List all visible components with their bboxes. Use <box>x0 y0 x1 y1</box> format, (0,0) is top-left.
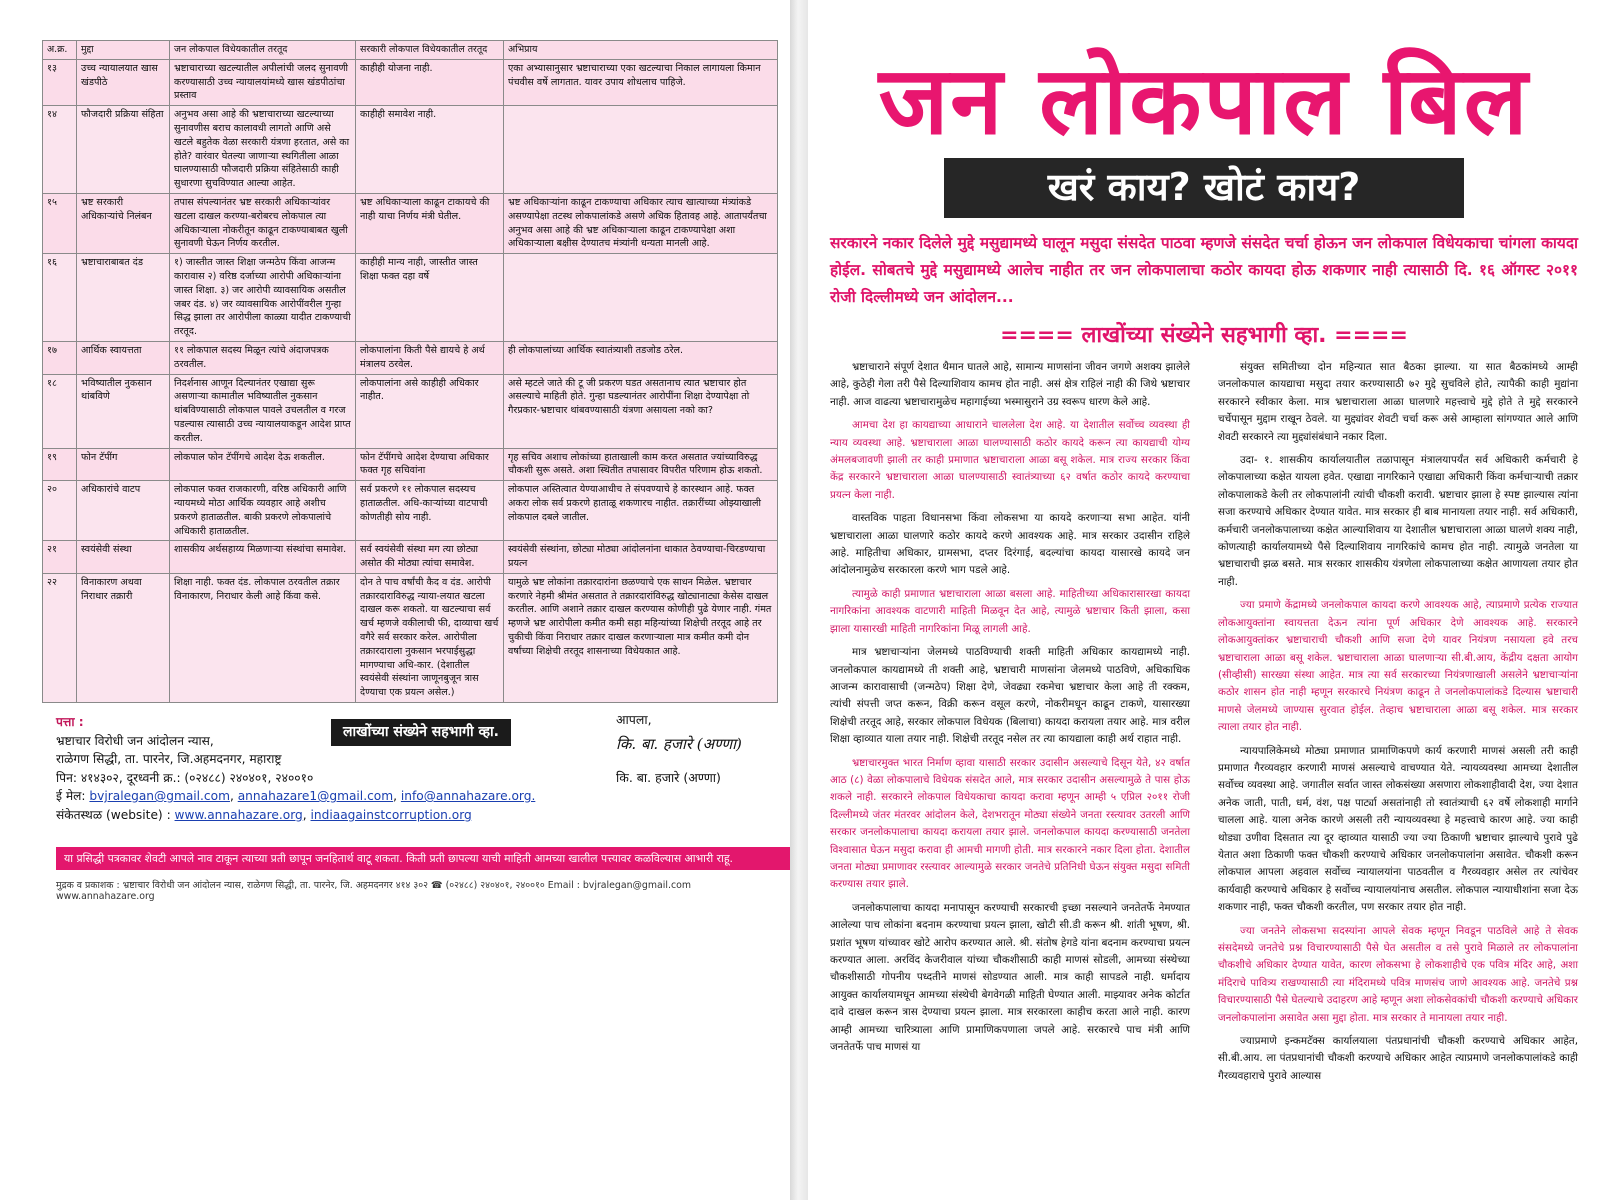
cell-issue: अधिकारांचे वाटप <box>77 481 170 541</box>
cell-issue: आर्थिक स्वायत्तता <box>77 341 170 374</box>
table-row <box>43 573 778 702</box>
cell-num: १६ <box>43 254 77 342</box>
cell-remark: लोकपाल अस्तित्वात येण्याआधीच ते संपवण्याचे हे कारस्थान आहे. फक्त अकरा लोक सर्व प्रकरणे हाताळू शकणारच नाहीत. तक्रारींच्या ओझ्याखाली लोकपाल दबले जातील. <box>504 481 778 541</box>
signature: कि. बा. हजारे (अण्णा) <box>616 735 742 754</box>
email-link[interactable]: info@annahazare.org. <box>400 789 536 804</box>
table-row <box>43 106 778 194</box>
right-page <box>808 0 1600 1200</box>
email-line: ई मेल: bvjralegan@gmail.com, annahazare1@gmail.com, info@annahazare.org. <box>56 789 536 804</box>
cell-num: १३ <box>43 59 77 105</box>
cell-issue: फोन टॅपींग <box>77 448 170 481</box>
cell-jan: भ्रष्टाचाराच्या खटल्यातील अपीलांची जलद सुनावणी करण्यासाठी उच्च न्यायालयांमध्ये खास खंडपीठांचा प्रस्ताव <box>170 59 356 105</box>
cell-num: १५ <box>43 193 77 253</box>
signature-block <box>616 711 806 787</box>
header-num: अ.क्र. <box>43 41 77 60</box>
cell-govt: काहीही समावेश नाही. <box>356 106 504 194</box>
article-paragraph: त्यामुळे काही प्रमाणात भ्रष्टाचाराला आळा बसला आहे. माहितीच्या अधिकारासारखा कायदा नागरिकांना आवश्यक वाटणारी माहिती मिळवून देत आहे, त्यामुळे भ्रष्टाचार किती झाला, कसा झाला यासारखी माहिती नागरिकांना मिळू लागली आहे. <box>830 587 1190 635</box>
website-label: संकेतस्थळ (website) : <box>56 807 171 822</box>
cell-issue: उच्च न्यायालयात खास खंडपीठे <box>77 59 170 105</box>
reprint-notice: या प्रसिद्धी पत्रकावर शेवटी आपले नाव टाकून त्याच्या प्रती छापून जनहितार्थ वाटू शकता. किती प्रती छापल्या याची माहिती आमच्या खालील पत्त्यावर कळविल्यास आभारी राहू. <box>56 847 791 870</box>
email-link[interactable]: bvjralegan@gmail.com <box>89 789 230 804</box>
left-page <box>0 0 790 1200</box>
cell-jan: लोकपाल फोन टॅपींगचे आदेश देऊ शकतील. <box>170 448 356 481</box>
phone-line: पिन: ४१४३०२, दूरध्वनी क्र.: (०२४८८) २४०४०१, २४००१० <box>56 770 314 785</box>
cell-jan: १) जास्तीत जास्त शिक्षा जन्मठेप किंवा आजन्म कारावास २) वरिष्ठ दर्जाच्या आरोपी अधिकाऱ्यांना जास्त शिक्षा. ३) जर आरोपी व्यावसायिक असतील जबर दंड. ४) जर व्यावसायिक आरोपींवरील गुन्हा सिद्ध झाला तर आरोपीला काळ्या यादीत टाकण्याची तरतूद. <box>170 254 356 342</box>
article-columns <box>830 359 1578 1091</box>
table-row <box>43 254 778 342</box>
cell-govt: लोकपालांना किती पैसे द्यायचे हे अर्थ मंत्रालय ठरवेल. <box>356 341 504 374</box>
article-paragraph: उदा- १. शासकीय कार्यालयातील तळापासून मंत्रालयापर्यंत सर्व अधिकारी कर्मचारी हे लोकपालाच्या कक्षेत यायला हवेत. एखाद्या नागरिकाने एखाद्या अधिकारी किंवा कर्मचाऱ्याची तक्रार लोकपालाकडे केली तर लोकपालांनी त्यांची चौकशी करावी. भ्रष्टाचार झाला हे स्पष्ट झाल्यास त्यांना सजा करण्याचे अधिकार देण्यात यावेत. मात्र सरकार ही बाब मानायला तयार नाही. सर्व अधिकारी, कर्मचारी जनलोकपालाच्या कक्षेत आल्याशिवाय या देशातील भ्रष्टाचाराला आळा घालणे शक्य नाही, कोणत्याही कार्यालयामध्ये पैसे दिल्याशिवाय नागरिकांचे कामच होत नाही. त्यामुळे जनतेला या भ्रष्टाचाराची झळ बसते. मात्र सरकार शासकीय यंत्रणेला लोकपालाच्या कक्षेत आणायला तयार होत नाही. <box>1218 454 1578 588</box>
cell-remark <box>504 106 778 194</box>
cell-num: २१ <box>43 541 77 574</box>
article-paragraph: भ्रष्टाचाराने संपूर्ण देशात थैमान घातले आहे, सामान्य माणसांना जीवन जगणे अशक्य झालेले आहे, कुठेही गेला तरी पैसे दिल्याशिवाय कामच होत नाही. असं क्षेत्र राहिलं नाही की जिथे भ्रष्टाचार नाही. आज वाढत्या भ्रष्टाचारामुळेच महागाईच्या भस्मासुराने उग्र स्वरूप धारण केले आहे. <box>830 361 1190 408</box>
cell-govt: फोन टॅपींगचे आदेश देण्याचा अधिकार फक्त गृह सचिवांना <box>356 448 504 481</box>
cell-num: १९ <box>43 448 77 481</box>
cell-jan: अनुभव असा आहे की भ्रष्टाचाराच्या खटल्याच्या सुनावणीस बराच कालावधी लागतो आणि असे खटले बहुतेक वेळा सरकारी यंत्रणा हरतात, असे का होते? वारंवार घेतल्या जाणाऱ्या स्थगितीला आळा घालण्यासाठी फौजदारी प्रक्रिया संहितेसाठी काही सुधारणा सुचविण्यात आल्या आहेत. <box>170 106 356 194</box>
cell-jan: शासकीय अर्थसहाय्य मिळणाऱ्या संस्थांचा समावेश. <box>170 541 356 574</box>
cell-jan: निदर्शनास आणून दिल्यानंतर एखाद्या सुरू असणाऱ्या कामातील भविष्यातील नुकसान थांबविण्यासाठी लोकपाल पावले उचलतील व गरज पडल्यास त्यासाठी उच्च न्यायालयाकडून आदेश प्राप्त करतील. <box>170 374 356 448</box>
comparison-table <box>42 40 778 703</box>
header-jan: जन लोकपाल विधेयकातील तरतूद <box>170 41 356 60</box>
cell-remark: यामुळे भ्रष्ट लोकांना तक्रारदारांना छळण्याचे एक साधन मिळेल. भ्रष्टाचार करणारे नेहमी श्रीमंत असतात ते तक्रारदारांविरुद्ध खोट्यानाट्या केसेस दाखल करतील. आणि अशाने तक्रार दाखल करण्यास कोणीही पुढे येणार नाही. गंमत म्हणजे भ्रष्ट आरोपीला कमीत कमी सहा महिन्यांच्या शिक्षेची तरतूद आहे तर चुकीची किंवा निराधार तक्रार दाखल करणाऱ्याला मात्र कमीत कमी दोन वर्षांच्या शिक्षेची तरतूद शासनाच्या विधेयकात आहे. <box>504 573 778 702</box>
cell-govt: लोकपालांना असे काहीही अधिकार नाहीत. <box>356 374 504 448</box>
article-paragraph: न्यायपालिकेमध्ये मोठ्या प्रमाणात प्रामाणिकपणे कार्य करणारी माणसं असली तरी काही प्रमाणात गैरव्यवहार करणारी माणसं असल्याचे वाचण्यात येते. न्यायव्यवस्था आमच्या देशातील सर्वोच्च व्यवस्था आहे. जगातील सर्वात जास्त लोकसंख्या असणारा लोकशाहीवादी देश, ज्या देशात अनेक जाती, पाती, धर्म, वंश, पक्ष पार्ट्या असतांनाही तो स्वातंत्र्याची ६२ वर्षे लोकशाही मार्गाने चालला आहे. याला अनेक कारणे असली तरी न्यायव्यवस्था हे महत्त्वाचे कारण आहे. ज्या काही थोड्या उणीवा दिसतात त्या दूर व्हाव्यात यासाठी ज्या ज्या ठिकाणी भ्रष्टाचार झाल्याचे पुरावे पुढे येतात अशा ठिकाणी फक्त चौकशी करण्याचे अधिकार जनलोकपालांना असावेत. चौकशी करून लोकपाल आपला अहवाल सर्वोच्च न्यायालयांना पाठवतील व गैरव्यवहार असेल तर त्यांचेवर कार्यवाही करण्याचे अधिकार हे सर्वोच्च न्यायालयांनाच असतील. लोकपाल न्यायाधीशांना सजा देऊ शकणार नाही, फक्त चौकशी करतील, पण सरकार तयार होत नाही. <box>1218 744 1578 914</box>
sign-name: कि. बा. हजारे (अण्णा) <box>616 770 721 786</box>
table-row <box>43 193 778 253</box>
cell-remark: एका अभ्यासानुसार भ्रष्टाचाराच्या एका खटल्याचा निकाल लागायला किमान पंचवीस वर्षे लागतात. यावर उपाय शोधलाच पाहिजे. <box>504 59 778 105</box>
cell-remark: स्वयंसेवी संस्थांना, छोट्या मोठ्या आंदोलनांना धाकात ठेवण्याचा-चिरडण्याचा प्रयत्न <box>504 541 778 574</box>
slogan-heading: ==== लाखोंच्या संख्येने सहभागी व्हा. ==== <box>1000 323 1408 348</box>
table-row <box>43 341 778 374</box>
cell-num: १८ <box>43 374 77 448</box>
cell-govt: दोन ते पाच वर्षांची कैद व दंड. आरोपी तक्रारदाराविरुद्ध न्याया-लयात खटला दाखल करू शकतो. या खटल्याचा सर्व खर्च म्हणजे वकीलाची फी, दाव्याचा खर्च वगैरे सर्व सरकार करेल. आरोपीला तक्रारदाराला नुकसान भरपाईसुद्धा मागण्याचा अधि-कार. (देशातील स्वयंसेवी संस्थांना जाणूनबुजून त्रास देण्याचा एक प्रयत्न असेल.) <box>356 573 504 702</box>
website-line: संकेतस्थळ (website) : www.annahazare.org, indiaagainstcorruption.org <box>56 807 472 822</box>
table-row <box>43 448 778 481</box>
article-paragraph: आमचा देश हा कायद्याच्या आधाराने चाललेला देश आहे. या देशातील सर्वोच्च व्यवस्था ही न्याय व्यवस्था आहे. भ्रष्टाचाराला आळा घालण्यासाठी कठोर कायदे करून त्या कायद्याची योग्य अंमलबजावणी झाली तर काही प्रमाणात भ्रष्टाचाराला आळा बसू शकेल. मात्र राज्य सरकार किंवा केंद्र सरकारने भ्रष्टाचाराला आळा घालण्यासाठी स्वातंत्र्याच्या ६२ वर्षात कठोर कायदे करण्याचा प्रयत्न केला नाही. <box>830 419 1190 501</box>
article-paragraph: वास्तविक पाहता विधानसभा किंवा लोकसभा या कायदे करणाऱ्या सभा आहेत. यांनी भ्रष्टाचाराला आळा घालणारे कठोर कायदे करणे आवश्यक आहे. मात्र सरकार उदासीन राहिले आहे. माहितीचा अधिकार, ग्रामसभा, दप्तर दिरंगाई, बदल्यांचा कायदा यासारखे कायदे जन आंदोलनामुळेच सरकारला करणे भाग पडले आहे. <box>830 512 1190 577</box>
table-row <box>43 59 778 105</box>
cell-remark <box>504 254 778 342</box>
cell-issue: भ्रष्टाचाराबाबत दंड <box>77 254 170 342</box>
table-body <box>43 59 778 702</box>
cell-govt: सर्व स्वयंसेवी संस्था मग त्या छोट्या असोत की मोठ्या त्यांचा समावेश. <box>356 541 504 574</box>
subtitle-banner: खरं काय? खोटं काय? <box>944 158 1464 218</box>
cell-issue: भविष्यातील नुकसान थांबविणे <box>77 374 170 448</box>
contact-block <box>56 713 764 841</box>
header-govt: सरकारी लोकपाल विधेयकातील तरतूद <box>356 41 504 60</box>
cell-remark: भ्रष्ट अधिकाऱ्यांना काढून टाकण्याचा अधिकार त्याच खात्याच्या मंत्र्यांकडे असण्यापेक्षा तटस्थ लोकपालांकडे असणे अधिक हितावह आहे. आतापर्यंतचा अनुभव असा आहे की भ्रष्ट अधिकाऱ्याला काढून टाकण्यापेक्षा अशा अधिकाऱ्याला बक्षीस देण्यातच मंत्र्यांनी धन्यता मानली आहे. <box>504 193 778 253</box>
article-paragraph: भ्रष्टाचारमुक्त भारत निर्माण व्हावा यासाठी सरकार उदासीन असल्याचे दिसून येते, ४२ वर्षात आठ (८) वेळा लोकपालाचे विधेयक संसदेत आले, मात्र सरकार उदासीन असल्यामुळे ते पास होऊ शकले नाही. सरकारने लोकपाल विधेयकाचा कायदा करावा म्हणून आम्ही ५ एप्रिल २०११ रोजी दिल्लीमध्ये जंतर मंतरवर आंदोलन केले, देशभरातून मोठ्या संख्येने जनता रस्त्यावर उतरली आणि सरकार जनलोकपालाचा कायदा करायला तयार झाले. जनलोकपाल कायदा करण्यासाठी जनतेला विश्वासात घेऊन मसुदा करावा ही आमची मागणी होती. मात्र सरकारने नकार दिला होता. देशातील जनता मोठ्या प्रमाणावर रस्त्यावर आल्यामुळे सरकार जनतेचे प्रतिनिधी घेऊन संयुक्त मसुदा समिती करण्यास तयार झाले. <box>830 756 1190 891</box>
cell-jan: लोकपाल फक्त राजकारणी, वरिष्ठ अधिकारी आणि न्यायमध्ये मोठा आर्थिक व्यवहार आहे अशीच प्रकरणे हाताळतील. बाकी प्रकरणे लोकपालांचे अधिकारी हाताळतील. <box>170 481 356 541</box>
email-label: ई मेल: <box>56 789 86 804</box>
cell-govt: भ्रष्ट अधिकाऱ्याला काढून टाकायचे की नाही याचा निर्णय मंत्री घेतील. <box>356 193 504 253</box>
cell-issue: विनाकारण अथवा निराधार तक्रारी <box>77 573 170 702</box>
cell-govt: काहीही मान्य नाही, जास्तीत जास्त शिक्षा फक्त दहा वर्षे <box>356 254 504 342</box>
publisher-footer: मुद्रक व प्रकाशक : भ्रष्टाचार विरोधी जन आंदोलन न्यास, राळेगण सिद्धी, ता. पारनेर, जि. अहमदनगर ४१४ ३०२ ☎ (०२४८८) २४०४०१, २४००१० Email : bvjralegan@gmail.com www.annahazare.org <box>56 880 691 903</box>
website-link[interactable]: indiaagainstcorruption.org <box>310 807 472 822</box>
cell-issue: भ्रष्ट सरकारी अधिकाऱ्यांचे निलंबन <box>77 193 170 253</box>
article-paragraph: ज्या जनतेने लोकसभा सदस्यांना आपले सेवक म्हणून निवडून पाठविले आहे ते सेवक संसदेमध्ये जनतेचे प्रश्न विचारण्यासाठी पैसे घेत असतील व तसे पुरावे मिळाले तर लोकपालांना चौकशीचे अधिकार देण्यात यावेत, कारण लोकसभा हे लोकशाहीचे एक पवित्र मंदिर आहे, अशा मंदिराचे पावित्र्य राखण्यासाठी त्या मंदिरामध्ये पवित्र माणसंच जाणे आवश्यक आहे. जनतेचे प्रश्न विचारण्यासाठी पैसे घेतल्याचे उदाहरण आहे म्हणून अशा लोकसेवकांची चौकशी करण्याचे अधिकार जनलोकपालांना असावेत असा मुद्दा होता. मात्र सरकार ते मानायला तयार नाही. <box>1218 924 1578 1024</box>
cell-num: २२ <box>43 573 77 702</box>
cell-govt: काहीही योजना नाही. <box>356 59 504 105</box>
article-paragraph: मात्र भ्रष्टाचाऱ्यांना जेलमध्ये पाठविण्याची शक्ती माहिती अधिकार कायद्यामध्ये नाही. जनलोकपाल कायद्यामध्ये ती शक्ती आहे, भ्रष्टाचारी माणसांना जेलमध्ये पाठविणे, अधिकाधिक आजन्म कारावासाची (जन्मठेप) शिक्षा देणे, जेवढ्या रकमेचा भ्रष्टाचार केला आहे ती रक्कम, त्यांची संपत्ती जप्त करून, विक्री करून वसूल करणे, नोकरीमधून काढून टाकणे, यासारख्या शिक्षेची तरतूद आहे, सरकार लोकपाल विधेयक (बिलाचा) कायदा करायला तयार आहे. मात्र वरील शिक्षा व्हाव्यात याला तयार नाही. शिक्षेची तरतूद नसेल तर त्या कायद्याला काही अर्थ राहात नाही. <box>830 646 1190 746</box>
table-row <box>43 481 778 541</box>
article-column-right <box>1218 359 1578 1091</box>
article-paragraph: जनलोकपालाचा कायदा मनापासून करण्याची सरकारची इच्छा नसल्याने जनतेतर्फे नेमण्यात आलेल्या पाच लोकांना बदनाम करण्याचा प्रयत्न झाला, खोटी सी.डी करून श्री. शांती भूषण, श्री. प्रशांत भूषण यांच्यावर खोटे आरोप करण्यात आले. श्री. संतोष हेगडे यांना बदनाम करण्याचा प्रयत्न करण्यात आला. अरविंद केजरीवाल यांच्या चौकशीसाठी काही माणसं सोडली, आमच्या संस्थेच्या चौकशीसाठी गोपनीय पध्दतीने माणसं सोडण्यात आली. मात्र काही सापडले नाही. धर्मादाय आयुक्त कार्यालयामधून आमच्या संस्थेची बेगवेगळी माहिती घेण्यात आली. माझ्यावर अनेक कोर्टात दावे दाखल करून त्रास देण्याचा प्रयत्न झाला. मात्र सरकारला काहीच करता आले नाही. कारण आम्ही आमच्या चारित्र्याला आणि प्रामाणिकपणाला जपले आहे. सरकारचे पाच मंत्री आणि जनतेतर्फे पाच माणसं या <box>830 901 1190 1054</box>
cell-govt: सर्व प्रकरणे ११ लोकपाल सदस्यच हाताळतील. अधि-काऱ्यांच्या वाटपाची कोणतीही सोय नाही. <box>356 481 504 541</box>
address-line: राळेगण सिद्धी, ता. पारनेर, जि.अहमदनगर, महाराष्ट्र <box>56 752 282 767</box>
cell-jan: शिक्षा नाही. फक्त दंड. लोकपाल ठरवतील तक्रार विनाकारण, निराधार केली आहे किंवा कसे. <box>170 573 356 702</box>
cell-remark: गृह सचिव अशाच लोकांच्या हाताखाली काम करत असतात ज्यांच्याविरुद्ध चौकशी सुरू असते. अशा स्थितीत तपासावर विपरीत परिणाम होऊ शकतो. <box>504 448 778 481</box>
table-row <box>43 374 778 448</box>
slogan-badge: लाखोंच्या संख्येने सहभागी व्हा. <box>331 719 511 746</box>
cell-num: २० <box>43 481 77 541</box>
address-line: भ्रष्टाचार विरोधी जन आंदोलन न्यास, <box>56 733 214 748</box>
email-link[interactable]: annahazare1@gmail.com <box>237 789 394 804</box>
cell-jan: तपास संपल्यानंतर भ्रष्ट सरकारी अधिकाऱ्यांवर खटला दाखल करण्या-बरोबरच लोकपाल त्या अधिकाऱ्याला नोकरीतून काढून टाकण्याबाबत खुली सुनावणी घेऊन निर्णय करतील. <box>170 193 356 253</box>
header-remark: अभिप्राय <box>504 41 778 60</box>
cell-jan: ११ लोकपाल सदस्य मिळून त्यांचे अंदाजपत्रक ठरवतील. <box>170 341 356 374</box>
cell-remark: असे म्हटले जाते की टू जी प्रकरण घडत असतानाच त्यात भ्रष्टाचार होत असल्याचे माहिती होते. गुन्हा घडल्यानंतर आरोपींना शिक्षा देण्यापेक्षा तो गैरप्रकार-भ्रष्टाचार थांबवण्यासाठी यंत्रणा असायला नको का? <box>504 374 778 448</box>
cell-issue: स्वयंसेवी संस्था <box>77 541 170 574</box>
table-header-row <box>43 41 778 60</box>
intro-paragraph: सरकारने नकार दिलेले मुद्दे मसुद्यामध्ये घालून मसुदा संसदेत पाठवा म्हणजे संसदेत चर्चा होऊन जन लोकपाल विधेयकाचा चांगला कायदा होईल. सोबतचे मुद्दे मसुद्यामध्ये आलेच नाहीत तर जन लोकपालाचा कठोर कायदा होऊ शकणार नाही त्यासाठी दि. १६ ऑगस्ट २०११ रोजी दिल्लीमध्ये जन आंदोलन... <box>830 234 1578 306</box>
article-paragraph: ज्याप्रमाणे इन्कमटॅक्स कार्यालयाला पंतप्रधानांची चौकशी करण्याचे अधिकार आहेत, सी.बी.आय. ला पंतप्रधानांची चौकशी करण्याचे अधिकार आहेत त्याप्रमाणे जनलोकपालांकडे काही गैरव्यवहाराचे पुरावे आल्यास <box>1218 1035 1578 1082</box>
sign-closing: आपला, <box>616 712 652 728</box>
page-gutter <box>790 0 808 1200</box>
article-paragraph: ज्या प्रमाणे केंद्रामध्ये जनलोकपाल कायदा करणे आवश्यक आहे, त्याप्रमाणे प्रत्येक राज्यात लोकआयुक्तांना स्वायत्तता देऊन त्यांना पूर्ण अधिकार देणे आवश्यक आहे. सरकारने लोकआयुक्तांकर भ्रष्टाचाराची चौकशी आणि सजा देणे यावर नियंत्रण नसायला हवे तरच भ्रष्टाचाराला आळा बसू शकेल. भ्रष्टाचाराला आळा घालणाऱ्या सी.बी.आय, केंद्रीय दक्षता आयोग (सीव्हीसी) सारख्या संस्था आहेत. मात्र त्या सर्व सरकारच्या नियंत्रणाखाली असलेने भ्रष्टाचाऱ्यांना कठोर शासन होत नाही म्हणून सरकारचे नियंत्रण काढून ते जनलोकपालांकडे दिल्यास भ्रष्टाचारी माणसे जेलमध्ये जाण्यास सुरवात होईल. तेव्हाच भ्रष्टाचाराला आळा बसू शकेल. मात्र सरकार त्याला तयार होत नाही. <box>1218 599 1578 734</box>
cell-num: १४ <box>43 106 77 194</box>
address-label: पत्ता : <box>56 715 84 730</box>
cell-issue: फौजदारी प्रक्रिया संहिता <box>77 106 170 194</box>
article-column-left <box>830 359 1190 1091</box>
cell-remark: ही लोकपालांच्या आर्थिक स्वातंत्र्याशी तडजोड ठरेल. <box>504 341 778 374</box>
table-row <box>43 541 778 574</box>
cell-num: १७ <box>43 341 77 374</box>
website-link[interactable]: www.annahazare.org <box>174 807 303 822</box>
main-title: जन लोकपाल बिल <box>878 47 1530 156</box>
header-issue: मुद्दा <box>77 41 170 60</box>
article-paragraph: संयुक्त समितीच्या दोन महिन्यात सात बैठका झाल्या. या सात बैठकांमध्ये आम्ही जनलोकपाल कायद्याचा मसुदा तयार करण्यासाठी ७२ मुद्दे सुचविले होते, त्यापैकी काही मुद्यांना सरकारने स्वीकार केला. मात्र भ्रष्टाचाराला आळा घालणारे महत्त्वाचे मुद्दे होते ते मुद्दे सरकारने चर्चेपासून मुद्दाम राखून ठेवले. या मुद्द्यांवर शेवटी चर्चा करू असे आम्हाला सांगण्यात आले आणि शेवटी सरकारने त्या मुद्द्यांसंबंधाने नकार दिला. <box>1218 361 1578 443</box>
